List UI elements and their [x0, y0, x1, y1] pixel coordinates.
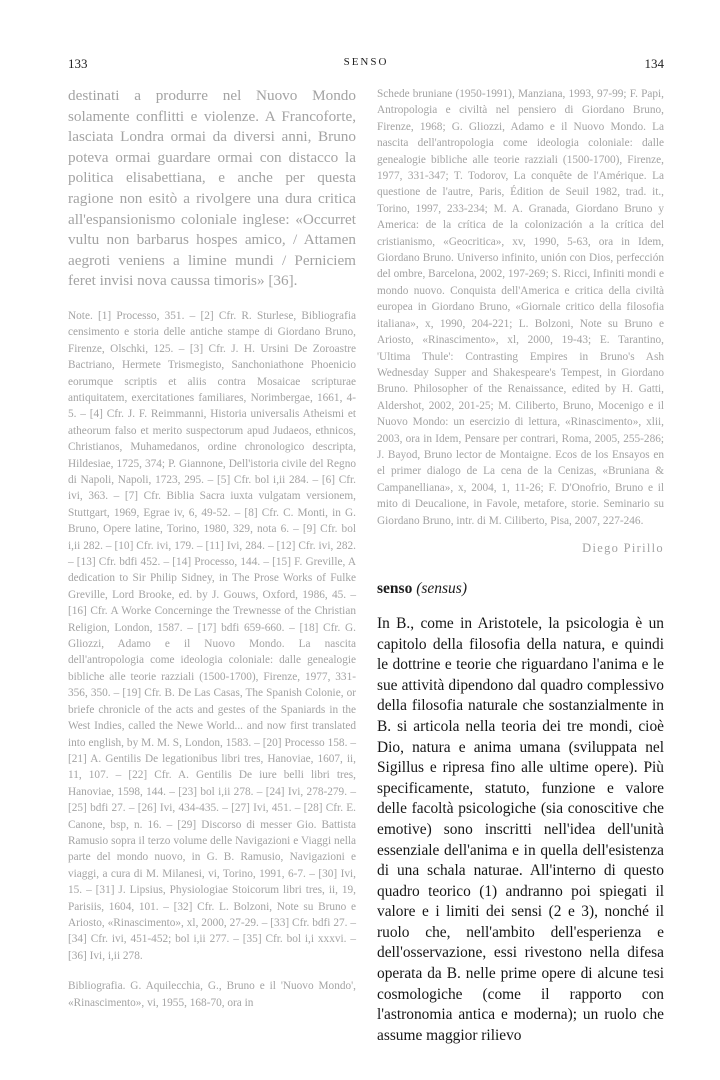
left-column: [68, 86, 356, 1011]
right-column: [377, 86, 664, 1046]
entry-heading: [377, 580, 664, 598]
entry-author: Diego Pirillo: [582, 540, 664, 555]
entry-body-text: In B., come in Aristotele, la psicologia è un capitolo della filosofia della natura, e quindi le dottrine e teorie che riguardano l'anima e le sue attività dipendono dal quadro complessivo della filosofia naturale che sostanzialmente in B. si articola nella teoria dei tre mondi, cioè Dio, natura e anima umana (sviluppata nel Sigillus e ripresa fino alle ultime opere). Più specificamente, statuto, funzione e valore delle facoltà psicologiche (sia conoscitive che emotive) sono inscritti nell'idea dell'unità essenziale dell'anima e in quella dell'esistenza di una schala naturae. All'interno di questo quadro teorico (1) andranno poi spiegati il valore e i limiti dei sensi (2 e 3), nonché il ruolo che, nell'ambito dell'esperienza e dell'osservazione, essi rivestono nella difesa operata da B. nelle prime opere di alcune tesi cosmologiche (come il rapporto con l'astronomia antica e moderna); un ruolo che assume maggior rilievo: [377, 614, 664, 1044]
bibliography: Bibliografia. G. Aquilecchia, G., Bruno e il 'Nuovo Mondo', «Rinascimento», vi, 1955, 168-70, ora in: [68, 980, 356, 1009]
bibliography-continued: Schede bruniane (1950-1991), Manziana, 1993, 97-99; F. Papi, Antropologia e civiltà nel pensiero di Giordano Bruno, Firenze, 1968; G. Gliozzi, Adamo e il Nuovo Mondo. La nascita dell'antropologia come ideologia coloniale: dalle genealogie bibliche alle teorie razziali (1500-1700), Firenze, 1977, 331-347; T. Todorov, La conquête de l'Amérique. La questione de l'autre, Paris, Édition de Seuil 1982, trad. it., Torino, 1997, 233-234; M. A. Granada, Giordano Bruno y America: de la crítica de la colonización a la crítica del cristianismo, «Geocritica», xv, 1990, 5-63, ora in Idem, Giordano Bruno. Universo infinito, unión con Dios, perfección del ombre, Barcelona, 2002, 197-269; S. Ricci, Infiniti mondi e mondo nuovo. Conquista dell'America e critica della civiltà europea in Giordano Bruno, «Giornale critico della filosofia italiana», x, 1990, 204-221; L. Bolzoni, Note su Bruno e Ariosto, «Rinascimento», xl, 2000, 19-43; E. Tarantino, 'Ultima Thule': Contrasting Empires in Bruno's Ash Wednesday Supper and Shakespeare's Tempest, in Giordano Bruno. Philosopher of the Renaissance, edited by H. Gatti, Aldershot, 2002, 201-25; M. Ciliberto, Bruno, Mocenigo e il Nuovo Mondo: un esercizio di lettura, «Rinascimento», xlii, 2003, ora in Idem, Pensare per contrari, Roma, 2005, 255-286; J. Bayod, Bruno lector de Montaigne. Ecos de los Ensayos en el primer dialogo de La cena de la Cenizas, «Bruniana & Campanelliana», x, 2004, 1, 11-26; F. D'Onofrio, Bruno e il mito di Deucalione, in Favole, metafore, storie. Seminario su Giordano Bruno, intr. di M. Ciliberto, Pisa, 2007, 227-246.: [377, 88, 664, 527]
page-number-left: 133: [68, 56, 88, 71]
previous-entry-ending: destinati a produrre nel Nuovo Mondo solamente conflitti e violenze. A Francoforte, lasciata Londra ormai da diversi anni, Bruno poteva ormai guardare ormai con distacco la politica elisabettiana, e anche per questa ragione non esitò a rivolgere una dura critica all'espansionismo coloniale inglese: «Occurret vultu non barbarus hospes amico, / Attamen aegroti veniens a limine mundi / Perniciem feret invisi nova caussa timoris» [36].: [68, 87, 356, 290]
entry-latin-term: (sensus): [416, 579, 468, 597]
entry-headword: senso: [377, 579, 413, 597]
notes: Note. [1] Processo, 351. – [2] Cfr. R. Sturlese, Bibliografia censimento e storia delle antiche stampe di Giordano Bruno, Firenze, Olschki, 125. – [3] Cfr. J. H. Ursini De Zoroastre Bactriano, Hermete Trismegisto, Sanchoniathone Phoenicio eorumque scriptis et aliis contra Mosaicae scripturae antiquitatem, exercitationes familiares, Norimbergae, 1661, 4-5. – [4] Cfr. J. F. Reimmanni, Historia universalis Atheismi et atheorum falso et merito suspectorum apud Judaeos, ethnicos, Christianos, Muhamedanos, ordine chronologico descripta, Hildesiae, 1725, 374; P. Giannone, Dell'istoria civile del Regno di Napoli, Napoli, 1723, 295. – [5] Cfr. bol i,ii 284. – [6] Cfr. ivi, 363. – [7] Cfr. Biblia Sacra iuxta vulgatam versionem, Stuttgart, 1969, Egrae iv, 6, 49-52. – [8] Cfr. C. Monti, in G. Bruno, Opere latine, Torino, 1980, 329, nota 6. – [9] Cfr. bol i,ii 282. – [10] Cfr. ivi, 179. – [11] Ivi, 284. – [12] Cfr. ivi, 282. – [13] Cfr. bdfi 452. – [14] Processo, 144. – [15] F. Greville, A dedication to Sir Philip Sidney, in The Prose Works of Fulke Greville, Lord Brooke, ed. by J. Gouws, Oxford, 1986, 45. – [16] Cfr. A Worke Concerninge the Trewnesse of the Christian Religion, London, 1587. – [17] bdfi 659-660. – [18] Cfr. G. Gliozzi, Adamo e il Nuovo Mondo. La nascita dell'antropologia come ideologia coloniale: dalle genealogie bibliche alle teorie razziali (1500-1700), Firenze, 1977, 331-356, 350. – [19] Cfr. B. De Las Casas, The Spanish Colonie, or briefe chronicle of the acts and gestes of the Spaniards in the West Indies, called the Newe World... and now first translated into english, by M. M. S, London, 1583. – [20] Processo 158. – [21] A. Gentilis De legationibus libri tres, Hanoviae, 1607, ii, 11, 107. – [22] Cfr. A. Gentilis De iure belli libri tres, Hanoviae, 1598, 144. – [23] bol i,ii 278. – [24] Ivi, 278-279. – [25] bdfi 27. – [26] Ivi, 434-435. – [27] Ivi, 451. – [28] Cfr. E. Canone, bsp, n. 16. – [29] Discorso di messer Gio. Battista Ramusio sopra il terzo volume delle Navigazioni e Viaggi nella parte del mondo nuovo, in G. B. Ramusio, Navigazioni e viaggi, a cura di M. Milanesi, vi, Torino, 1991, 6-7. – [30] Ivi, 15. – [31] J. Lipsius, Physiologiae Stoicorum libri tres, ii, 19, Parisiis, 1604, 101. – [32] Cfr. L. Bolzoni, Note su Bruno e Ariosto, «Rinascimento», xl, 2000, 27-29. – [33] Cfr. bdfi 27. – [34] Cfr. ivi, 451-452; bol i,ii 277. – [35] Cfr. bol i,i xxxvi. – [36] Ivi, i,ii 278.: [68, 309, 356, 962]
page-number-right: 134: [644, 56, 664, 71]
running-title: SENSO: [343, 56, 389, 68]
page-header: [68, 56, 664, 74]
